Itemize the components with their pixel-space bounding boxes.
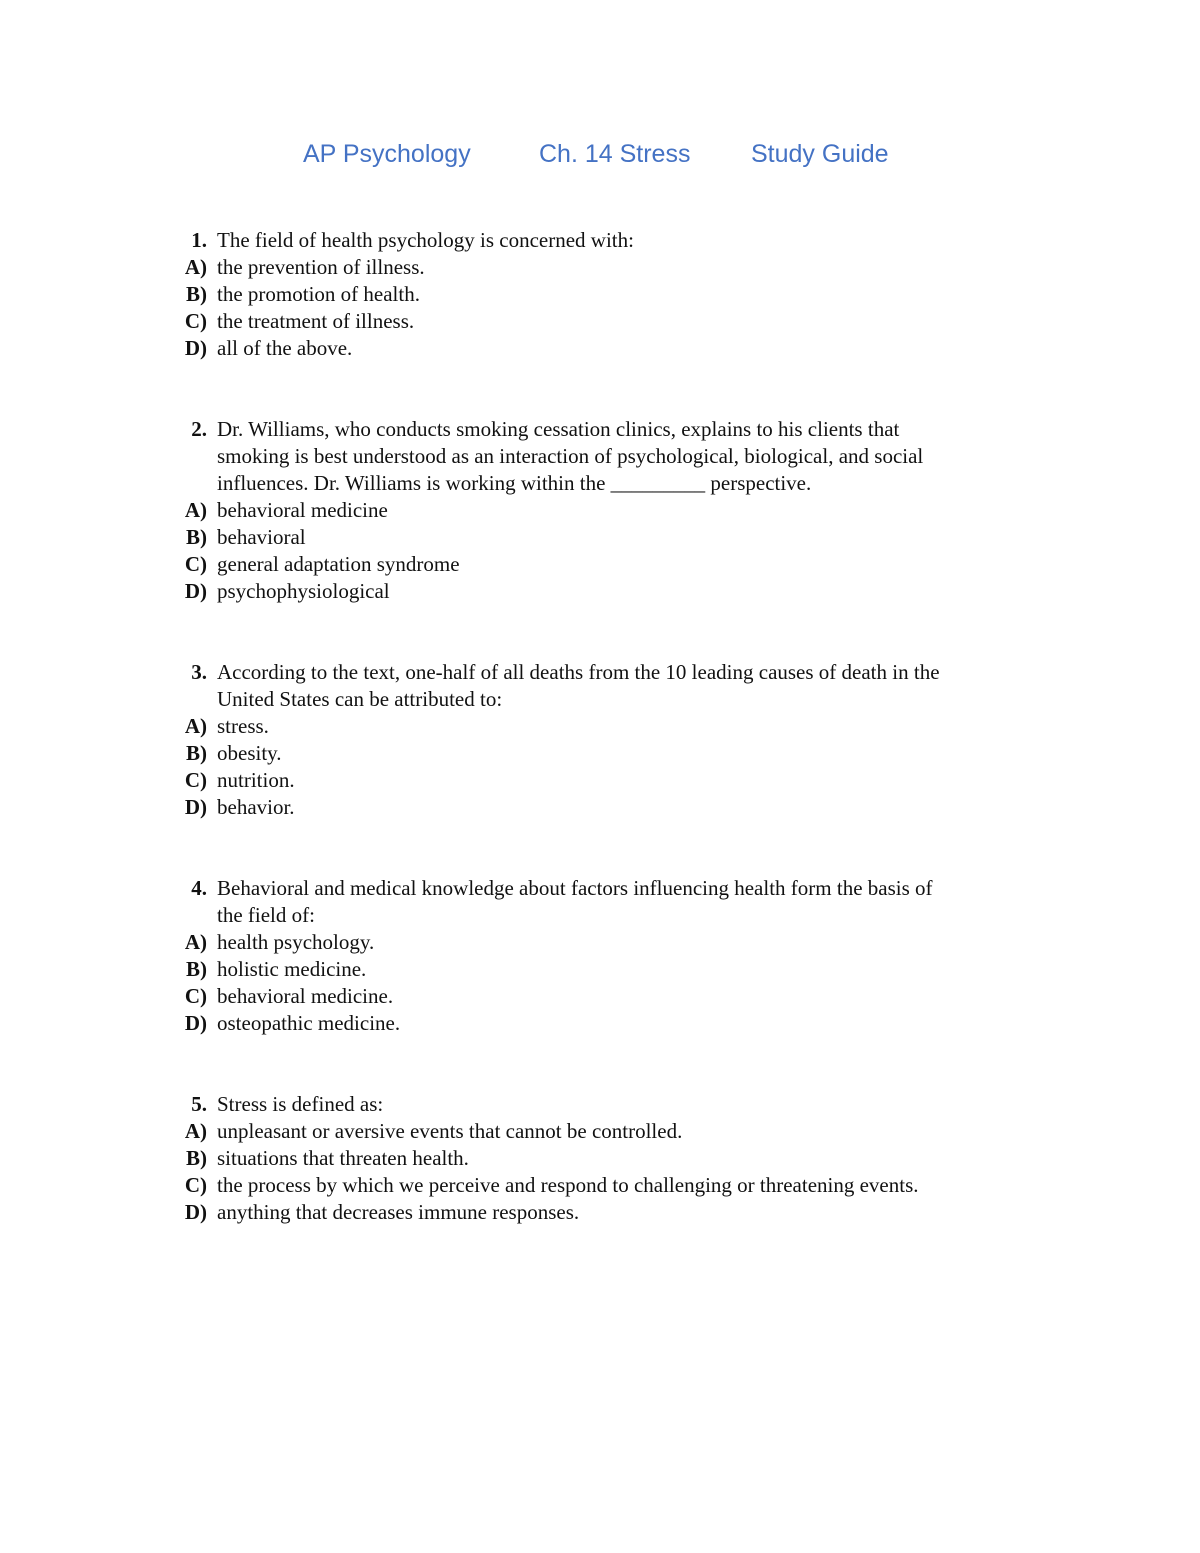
option-letter: A) (184, 714, 207, 738)
answer-option (178, 929, 1058, 956)
option-letter: D) (184, 1011, 207, 1035)
answer-option (178, 335, 1058, 362)
question-spacer (178, 362, 1058, 416)
option-text: the promotion of health. (217, 282, 420, 306)
question-stem-line (178, 227, 1058, 254)
option-text: behavioral medicine (217, 498, 388, 522)
option-text: behavior. (217, 795, 295, 819)
answer-option (178, 281, 1058, 308)
option-text: behavioral (217, 525, 306, 549)
option-letter: C) (184, 984, 207, 1008)
question-stem-line (178, 902, 1058, 929)
answer-option (178, 740, 1058, 767)
option-text: all of the above. (217, 336, 353, 360)
question-4 (178, 875, 1058, 1037)
answer-option (178, 497, 1058, 524)
option-text: anything that decreases immune responses. (217, 1200, 580, 1224)
empty-label (178, 443, 217, 470)
question-text: United States can be attributed to: (217, 687, 503, 711)
option-text: general adaptation syndrome (217, 552, 460, 576)
option-text: the process by which we perceive and respond to challenging or threatening events. (217, 1173, 919, 1197)
answer-option (178, 983, 1058, 1010)
answer-option (178, 308, 1058, 335)
option-text: nutrition. (217, 768, 295, 792)
option-letter: D) (184, 795, 207, 819)
option-letter: C) (184, 309, 207, 333)
question-3 (178, 659, 1058, 821)
option-letter: B) (186, 525, 207, 549)
option-letter: A) (184, 1119, 207, 1143)
answer-option (178, 524, 1058, 551)
question-text: Behavioral and medical knowledge about factors influencing health form the basis of (217, 876, 933, 900)
question-stem-line (178, 1091, 1058, 1118)
question-1 (178, 227, 1058, 362)
empty-label (178, 470, 217, 497)
question-text: The field of health psychology is concerned with: (217, 228, 634, 252)
question-stem-line (178, 443, 1058, 470)
option-letter: B) (186, 1146, 207, 1170)
option-letter: D) (184, 1200, 207, 1224)
question-text: According to the text, one-half of all deaths from the 10 leading causes of death in the (217, 660, 940, 684)
question-text: influences. Dr. Williams is working within the _________ perspective. (217, 471, 812, 495)
question-number: 3. (191, 660, 207, 684)
question-stem-line (178, 686, 1058, 713)
option-letter: A) (184, 498, 207, 522)
page-title (0, 140, 1200, 176)
option-letter: B) (186, 741, 207, 765)
empty-label (178, 902, 217, 929)
question-5 (178, 1091, 1058, 1226)
answer-option (178, 713, 1058, 740)
option-text: unpleasant or aversive events that cannot be controlled. (217, 1119, 683, 1143)
option-text: psychophysiological (217, 579, 390, 603)
answer-option (178, 1199, 1058, 1226)
question-spacer (178, 821, 1058, 875)
title-doc-type: Study Guide (751, 140, 889, 168)
option-letter: D) (184, 579, 207, 603)
question-2 (178, 416, 1058, 605)
question-spacer (178, 605, 1058, 659)
title-chapter: Ch. 14 Stress (539, 140, 691, 168)
question-text: the field of: (217, 903, 315, 927)
option-letter: D) (184, 336, 207, 360)
question-spacer (178, 1037, 1058, 1091)
question-stem-line (178, 875, 1058, 902)
option-text: stress. (217, 714, 269, 738)
question-number: 5. (191, 1092, 207, 1116)
option-text: obesity. (217, 741, 282, 765)
answer-option (178, 551, 1058, 578)
question-number: 4. (191, 876, 207, 900)
question-text: smoking is best understood as an interaction of psychological, biological, and social (217, 444, 924, 468)
answer-option (178, 254, 1058, 281)
option-text: behavioral medicine. (217, 984, 394, 1008)
question-list (178, 227, 1058, 1226)
option-letter: B) (186, 282, 207, 306)
answer-option (178, 1145, 1058, 1172)
question-text: Stress is defined as: (217, 1092, 384, 1116)
question-stem-line (178, 416, 1058, 443)
option-letter: C) (184, 552, 207, 576)
answer-option (178, 767, 1058, 794)
empty-label (178, 686, 217, 713)
answer-option (178, 794, 1058, 821)
option-text: health psychology. (217, 930, 375, 954)
answer-option (178, 1172, 1058, 1199)
option-letter: A) (184, 255, 207, 279)
option-text: osteopathic medicine. (217, 1011, 401, 1035)
question-text: Dr. Williams, who conducts smoking cessation clinics, explains to his clients that (217, 417, 900, 441)
question-stem-line (178, 659, 1058, 686)
answer-option (178, 1118, 1058, 1145)
title-course: AP Psychology (303, 140, 471, 168)
answer-option (178, 1010, 1058, 1037)
option-text: situations that threaten health. (217, 1146, 469, 1170)
option-letter: C) (184, 768, 207, 792)
answer-option (178, 578, 1058, 605)
option-text: the treatment of illness. (217, 309, 415, 333)
question-stem-line (178, 470, 1058, 497)
option-letter: B) (186, 957, 207, 981)
option-text: holistic medicine. (217, 957, 367, 981)
question-number: 2. (191, 417, 207, 441)
question-number: 1. (191, 228, 207, 252)
option-letter: A) (184, 930, 207, 954)
option-letter: C) (184, 1173, 207, 1197)
option-text: the prevention of illness. (217, 255, 425, 279)
answer-option (178, 956, 1058, 983)
